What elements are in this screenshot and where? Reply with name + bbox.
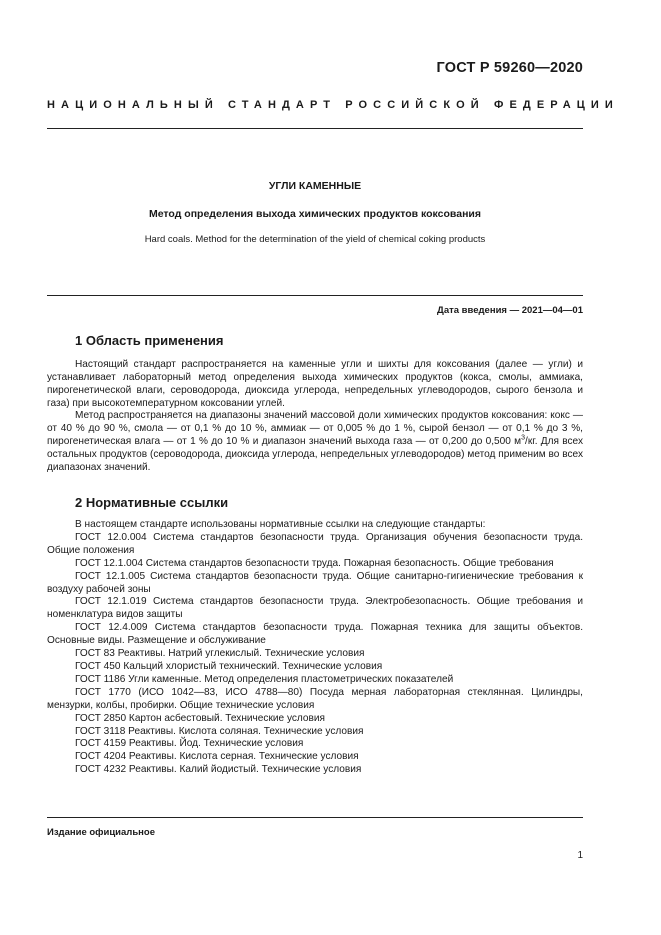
header-divider: [47, 128, 583, 129]
references-intro: В настоящем стандарте использованы нормативные ссылки на следующие стандарты:: [75, 519, 486, 530]
reference-item: ГОСТ 12.0.004 Система стандартов безопасности труда. Организация обучения безопасности труда. Общие положения: [47, 531, 583, 556]
scope-paragraph-1: Настоящий стандарт распространяется на каменные угли и шихты для коксования (далее — угли) и устанавливает лабораторный метод определения выхода химических продуктов (кокса, смолы, аммиака, пирогенетической влаги, сероводорода, диоксида углерода, непредельных углеводородов, сырого бензола и газа) при высокотемпературном коксовании углей.: [47, 359, 583, 409]
reference-item: ГОСТ 3118 Реактивы. Кислота соляная. Технические условия: [75, 725, 364, 737]
references-list: [47, 519, 583, 777]
section-heading-references: 2 Нормативные ссылки: [75, 495, 229, 510]
official-edition-label: Издание официальное: [47, 827, 155, 838]
reference-item: ГОСТ 4204 Реактивы. Кислота серная. Технические условия: [75, 751, 359, 763]
reference-item: ГОСТ 83 Реактивы. Натрий углекислый. Технические условия: [75, 648, 365, 660]
reference-item: ГОСТ 12.1.004 Система стандартов безопасности труда. Пожарная безопасность. Общие требования: [75, 557, 554, 569]
national-standard-heading: НАЦИОНАЛЬНЫЙ СТАНДАРТ РОССИЙСКОЙ ФЕДЕРАЦИИ: [47, 99, 619, 111]
reference-item: ГОСТ 12.4.009 Система стандартов безопасности труда. Пожарная техника для защиты объектов. Основные виды. Размещение и обслуживание: [47, 622, 583, 647]
document-title: УГЛИ КАМЕННЫЕ: [268, 180, 362, 192]
reference-item: ГОСТ 4232 Реактивы. Калий йодистый. Технические условия: [75, 764, 362, 776]
reference-item: ГОСТ 1186 Угли каменные. Метод определения пластометрических показателей: [75, 673, 454, 685]
section-heading-scope: 1 Область применения: [75, 333, 224, 348]
title-divider: [47, 295, 583, 296]
reference-item: ГОСТ 2850 Картон асбестовый. Технические условия: [75, 712, 326, 724]
document-title-english: Hard coals. Method for the determination of the yield of chemical coking products: [144, 234, 486, 245]
superscript-3: 3: [521, 434, 526, 442]
reference-item: ГОСТ 12.1.005 Система стандартов безопасности труда. Общие санитарно-гигиенические требования к воздуху рабочей зоны: [47, 570, 583, 595]
introduction-date: Дата введения — 2021—04—01: [437, 305, 583, 316]
scope-paragraph-2-text-b: /кг. Для всех остальных продуктов (сероводорода, диоксида углерода, непредельных углеводородов) метод применим во всех диапазонах значений.: [47, 435, 583, 473]
reference-item: ГОСТ 450 Кальций хлористый технический. Технические условия: [75, 660, 383, 672]
footer-divider: [47, 817, 583, 818]
reference-item: ГОСТ 1770 (ИСО 1042—83, ИСО 4788—80) Посуда мерная лабораторная стеклянная. Цилиндры, мензурки, колбы, пробирки. Общие технические условия: [47, 686, 583, 711]
reference-item: ГОСТ 12.1.019 Система стандартов безопасности труда. Электробезопасность. Общие требования и номенклатура видов защиты: [47, 596, 583, 621]
gost-id: ГОСТ Р 59260—2020: [436, 60, 583, 76]
reference-item: ГОСТ 4159 Реактивы. Йод. Технические условия: [75, 738, 304, 750]
scope-paragraph-2: [47, 410, 583, 475]
page-number: 1: [577, 850, 583, 861]
scope-paragraph-2-text-a: Метод распространяется на диапазоны значений массовой доли химических продуктов коксования: кокс — от 40 % до 90 %, смола — от 0,1 % до 10 %, аммиак — от 0,005 % до 1 %, сырой бензол — от 0,1 % до 3 %, пирогенетическая влага — от 1 % до 10 % и диапазон значений выхода газа — от 0,200 до 0,500 м: [47, 410, 583, 447]
document-subtitle: Метод определения выхода химических продуктов коксования: [148, 208, 482, 220]
